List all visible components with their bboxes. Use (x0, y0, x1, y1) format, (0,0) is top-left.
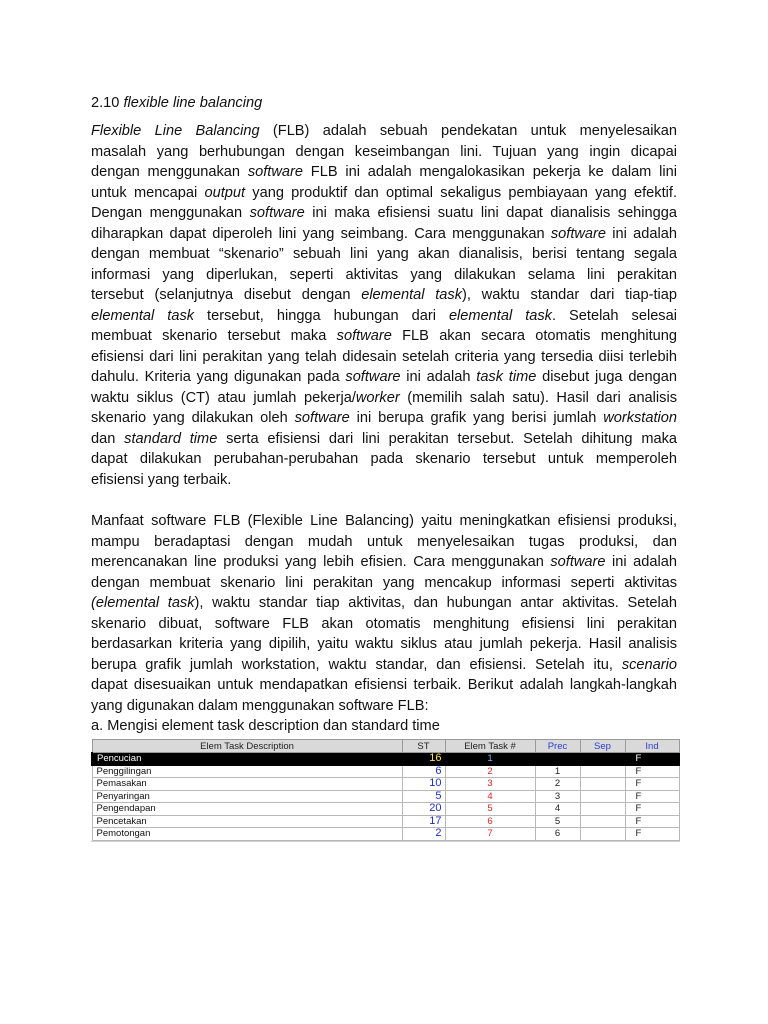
text-run: yang produktif dan optimal sekaligus pembiayaan yang efektif. (245, 184, 677, 201)
cell-standard-time[interactable]: 5 (402, 790, 445, 803)
cell-standard-time[interactable]: 16 (402, 753, 445, 766)
text-run: diharapkan dapat diperoleh lini yang seimbang. Cara menggunakan (91, 225, 551, 242)
cell-task-number[interactable]: 1 (445, 753, 535, 766)
table-row[interactable] (92, 828, 679, 841)
text-line (91, 449, 677, 470)
text-run: skenario yang dilakukan oleh (91, 410, 295, 426)
italic-term: software (336, 328, 392, 344)
text-line (91, 429, 677, 450)
text-line (91, 244, 677, 265)
text-line (91, 408, 677, 429)
header-elem-task-number[interactable]: Elem Task # (445, 740, 535, 753)
text-line (91, 162, 677, 183)
cell-task-number[interactable]: 3 (445, 778, 535, 791)
text-line (91, 265, 677, 286)
text-line (91, 326, 677, 347)
cell-task-number[interactable]: 4 (445, 790, 535, 803)
cell-standard-time[interactable]: 6 (402, 765, 445, 778)
table-row[interactable] (92, 790, 679, 803)
italic-term: software (294, 410, 350, 426)
cell-description[interactable]: Pemotongan (92, 828, 402, 841)
text-line (91, 552, 677, 573)
paragraph-flb-definition (91, 121, 677, 490)
cell-description[interactable]: Pengendapan (92, 803, 402, 816)
italic-term: elemental task (91, 307, 195, 324)
header-st[interactable]: ST (402, 740, 445, 753)
cell-standard-time[interactable]: 2 (402, 828, 445, 841)
italic-term: workstation (603, 410, 678, 426)
text-line (91, 203, 677, 224)
section-title: flexible line balancing (123, 95, 263, 111)
text-run: FLB ini adalah mengalokasikan pekerja ke dalam lini (302, 164, 677, 180)
text-run: ini berupa grafik yang berisi jumlah (349, 410, 604, 426)
cell-standard-time[interactable]: 10 (402, 778, 445, 791)
cell-indicator[interactable]: F (625, 778, 679, 791)
cell-task-number[interactable]: 2 (445, 765, 535, 778)
cell-separation[interactable] (580, 815, 625, 828)
text-run: Manfaat software FLB (Flexible Line Balancing) yaitu meningkatkan efisiensi produksi, (91, 513, 677, 529)
italic-term: software (247, 164, 303, 180)
step-a-label: a. Mengisi element task description dan standard time (91, 718, 440, 734)
text-line (91, 183, 677, 204)
text-line (91, 675, 677, 696)
cell-description[interactable]: Penggilingan (92, 765, 402, 778)
cell-precedence[interactable]: 1 (535, 765, 580, 778)
header-prec[interactable]: Prec (535, 740, 580, 753)
text-line (91, 532, 677, 553)
text-line (91, 142, 677, 163)
text-line (91, 347, 677, 368)
text-run: mampu beradaptasi dengan mudah untuk menyelesaikan tugas produksi, dan (91, 533, 677, 550)
table-row[interactable] (92, 803, 679, 816)
text-run: berdasarkan kriteria yang dipilih, yaitu waktu siklus atau jumlah pekerja. Hasil analisis (91, 636, 677, 652)
header-sep[interactable]: Sep (580, 740, 625, 753)
italic-term: elemental task (448, 307, 552, 324)
cell-precedence[interactable] (535, 753, 580, 766)
cell-indicator[interactable]: F (625, 803, 679, 816)
text-run: yang digunakan dalam menggunakan software FLB: (91, 697, 429, 714)
italic-term: output (204, 184, 246, 201)
cell-precedence[interactable]: 2 (535, 778, 580, 791)
cell-separation[interactable] (580, 803, 625, 816)
text-run: dahulu. Kriteria yang digunakan pada (91, 369, 346, 385)
text-line (91, 511, 677, 532)
cell-description[interactable]: Pencetakan (92, 815, 402, 828)
text-run: membuat skenario tersebut maka (91, 328, 337, 344)
italic-term: software (550, 225, 607, 242)
cell-indicator[interactable]: F (625, 828, 679, 841)
text-run: (memilih salah satu). Hasil dari analisis (399, 389, 677, 406)
text-run: untuk mencapai (91, 184, 205, 201)
paragraph-flb-benefits (91, 511, 677, 716)
cell-description[interactable]: Pencucian (92, 753, 402, 766)
text-run: tersebut (selanjutnya disebut dengan (91, 287, 362, 303)
table-row[interactable] (92, 815, 679, 828)
italic-term: software (345, 369, 401, 385)
italic-term: scenario (621, 656, 677, 673)
italic-term: standard time (124, 430, 218, 447)
text-line (91, 121, 677, 142)
italic-term: software (249, 205, 305, 221)
text-line (91, 614, 677, 635)
text-run: masalah yang berhubungan dengan keseimbangan lini. Tujuan yang ingin dicapai (91, 143, 677, 160)
italic-term: (elemental task (91, 595, 195, 611)
text-run: . Setelah selesai (551, 307, 677, 324)
cell-precedence[interactable]: 6 (535, 828, 580, 841)
text-line (91, 285, 677, 306)
cell-separation[interactable] (580, 790, 625, 803)
text-run: dengan membuat “skenario” sebuah lini yang akan dianalisis, berisi tentang segala (91, 246, 677, 262)
text-run: efisiensi dari lini perakitan yang telah didesain setelah criteria yang tersedia diisi terlebih (91, 348, 677, 365)
section-heading (91, 93, 677, 114)
text-run: waktu siklus (CT) atau jumlah pekerja/ (91, 389, 356, 406)
text-run: ini adalah (400, 369, 477, 385)
cell-indicator[interactable]: F (625, 753, 679, 766)
text-run: efisiensi yang terbaik. (91, 471, 232, 488)
text-run: ini maka efisiensi suatu lini dapat dianalisis sehingga (304, 205, 678, 221)
text-run: dan (91, 430, 125, 447)
section-number: 2.10 (91, 95, 124, 111)
cell-precedence[interactable]: 4 (535, 803, 580, 816)
text-run: disebut juga dengan (536, 369, 678, 385)
italic-term: worker (355, 389, 400, 406)
italic-term: software (550, 554, 606, 570)
table-row[interactable] (92, 765, 679, 778)
header-ind[interactable]: Ind (625, 740, 679, 753)
table-header-row (92, 740, 679, 753)
text-line (91, 224, 677, 245)
text-line (91, 655, 677, 676)
table-row[interactable] (92, 753, 679, 766)
text-run: ini adalah (606, 225, 677, 242)
text-run: serta efisiensi dari lini perakitan tersebut. Setelah dihitung maka (217, 430, 678, 447)
text-line (91, 593, 677, 614)
text-line (91, 388, 677, 409)
cell-indicator[interactable]: F (625, 765, 679, 778)
text-run: dapat dilakukan perubahan-perubahan pada skenario tersebut untuk memperoleh (91, 451, 677, 467)
italic-term: Flexible Line Balancing (91, 123, 260, 139)
text-line (91, 696, 677, 717)
text-line (91, 470, 677, 491)
cell-task-number[interactable]: 5 (445, 803, 535, 816)
text-run: informasi yang diperlukan, seperti aktivitas yang dilakukan selama lini perakitan (91, 266, 677, 283)
italic-term: elemental task (361, 287, 462, 303)
text-run: dengan menggunakan (91, 164, 248, 180)
text-run: skenario dibuat, software FLB akan otomatis menghitung efisiensi lini perakitan (91, 615, 677, 632)
text-run: tersebut, hingga hubungan dari (194, 307, 449, 324)
italic-term: task time (476, 369, 537, 385)
text-line (91, 367, 677, 388)
table-row[interactable] (92, 778, 679, 791)
text-run: berupa grafik jumlah workstation, waktu standar, dan efisiensi. Setelah itu, (91, 656, 622, 673)
text-run: FLB akan secara otomatis menghitung (391, 328, 677, 344)
cell-task-number[interactable]: 6 (445, 815, 535, 828)
cell-separation[interactable] (580, 765, 625, 778)
text-run: ), waktu standar dari tiap-tiap (462, 287, 677, 303)
cell-description[interactable]: Penyaringan (92, 790, 402, 803)
cell-precedence[interactable]: 5 (535, 815, 580, 828)
cell-separation[interactable] (580, 753, 625, 766)
cell-indicator[interactable]: F (625, 815, 679, 828)
text-line (91, 573, 677, 594)
text-run: merencanakan line produksi yang lebih efisien. Cara menggunakan (91, 554, 551, 570)
cell-standard-time[interactable]: 20 (402, 803, 445, 816)
cell-separation[interactable] (580, 778, 625, 791)
text-run: dengan membuat skenario lini perakitan yang mencakup informasi seperti aktivitas (91, 574, 677, 591)
text-run: ini adalah (605, 554, 677, 570)
text-run: Dengan menggunakan (91, 205, 250, 221)
cell-description[interactable]: Pemasakan (92, 778, 402, 791)
cell-separation[interactable] (580, 828, 625, 841)
header-elem-task-description[interactable]: Elem Task Description (92, 740, 402, 753)
text-run: (FLB) adalah sebuah pendekatan untuk menyelesaikan (259, 123, 677, 139)
cell-indicator[interactable]: F (625, 790, 679, 803)
cell-standard-time[interactable]: 17 (402, 815, 445, 828)
text-line (91, 306, 677, 327)
elem-task-table (91, 739, 680, 841)
text-line (91, 634, 677, 655)
text-run: ), waktu standar tiap aktivitas, dan hubungan antar aktivitas. Setelah (194, 595, 677, 611)
cell-task-number[interactable]: 7 (445, 828, 535, 841)
text-run: dapat disesuaikan untuk mendapatkan efisiensi terbaik. Berikut adalah langkah-langkah (91, 677, 677, 693)
cell-precedence[interactable]: 3 (535, 790, 580, 803)
